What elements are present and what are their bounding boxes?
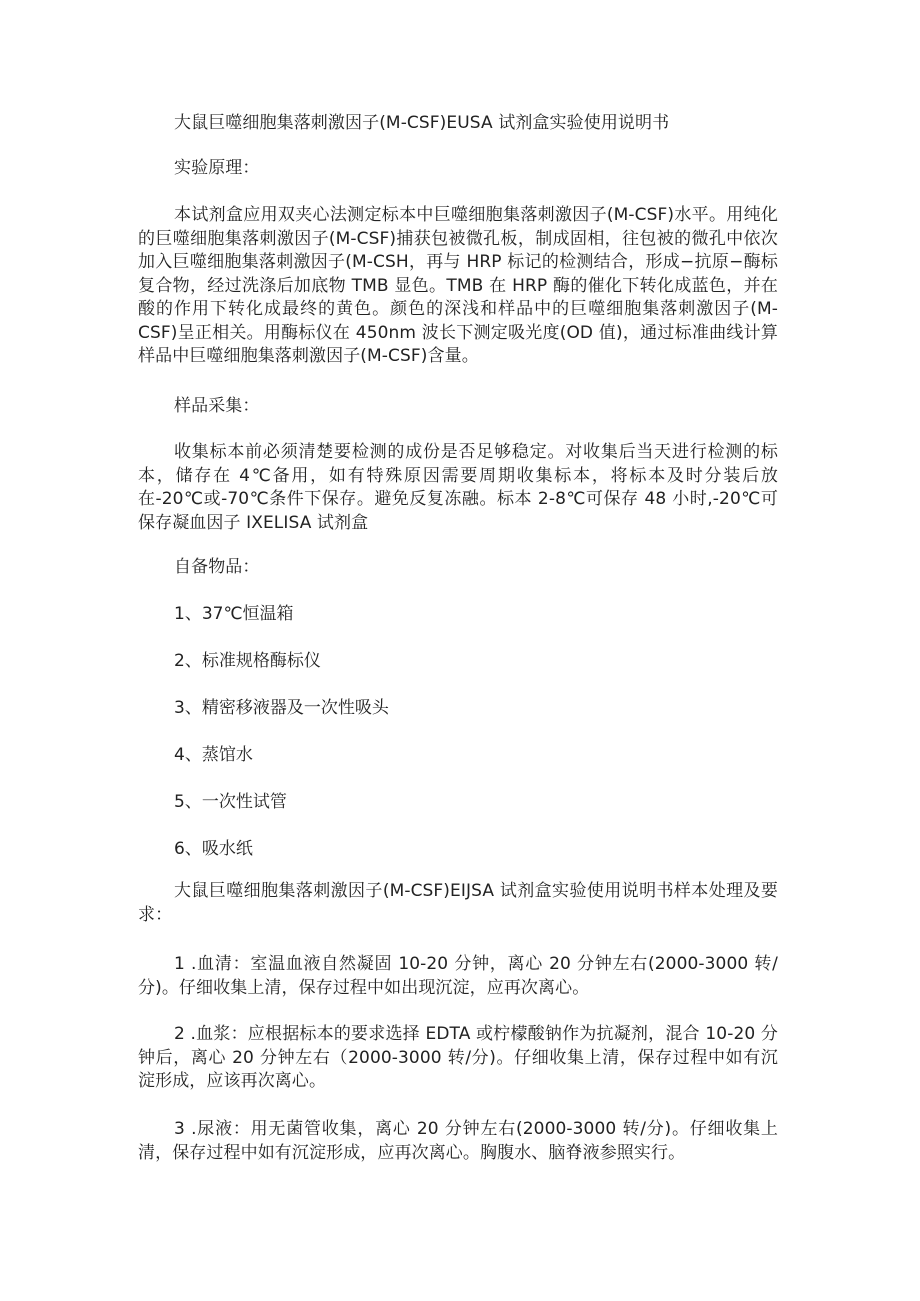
list-item: 1、37℃恒温箱 — [174, 604, 294, 624]
principle-paragraph: 本试剂盒应用双夹心法测定标本中巨噬细胞集落刺激因子(M-CSF)水平。用纯化的巨噬细胞集落刺激因子(M-CSF)捕获包被微孔板，制成固相，往包被的微孔中依次加入巨噬细胞集落刺激因子(M-CSH，再与 HRP 标记的检测结合，形成−抗原−酶标复合物，经过洗涤后加底物 TMB 显色。TMB 在 HRP 酶的催化下转化成蓝色，并在酸的作用下转化成最终的黄色。颜色的深浅和样品中的巨噬细胞集落刺激因子(M-CSF)呈正相关。用酶标仪在 450nm 波长下测定吸光度(OD 值)，通过标准曲线计算样品中巨噬细胞集落刺激因子(M-CSF)含量。 — [138, 205, 778, 366]
document-title: 大鼠巨噬细胞集落刺激因子(M-CSF)EUSA 试剂盒实验使用说明书 — [174, 113, 670, 133]
list-item: 3、精密移液器及一次性吸头 — [174, 698, 389, 718]
list-item: 5、一次性试管 — [174, 792, 287, 812]
sample-processing-heading: 大鼠巨噬细胞集落刺激因子(M-CSF)EIJSA 试剂盒实验使用说明书样本处理及要求： — [138, 881, 778, 925]
sample-collection-paragraph: 收集标本前必须清楚要检测的成份是否足够稳定。对收集后当天进行检测的标本，储存在 4℃备用，如有特殊原因需要周期收集标本，将标本及时分装后放在-20℃或-70℃条件下保存。避免反复冻融。标本 2-8℃可保存 48 小时,-20℃可保存凝血因子 IXELISA 试剂盒 — [138, 442, 778, 533]
principle-heading: 实验原理： — [174, 158, 260, 178]
list-item: 2、标准规格酶标仪 — [174, 651, 321, 671]
plasma-paragraph: 2 .血浆：应根据标本的要求选择 EDTA 或柠檬酸钠作为抗凝剂，混合 10-20 分钟后，离心 20 分钟左右（2000-3000 转/分)。仔细收集上清，保存过程中如有沉淀形成，应该再次离心。 — [138, 1024, 778, 1091]
materials-list — [138, 603, 778, 885]
materials-heading: 自备物品： — [174, 557, 260, 577]
serum-paragraph: 1 .血清：室温血液自然凝固 10-20 分钟，离心 20 分钟左右(2000-3000 转/分)。仔细收集上清，保存过程中如出现沉淀，应再次离心。 — [138, 954, 778, 998]
sample-collection-heading: 样品采集： — [174, 396, 260, 416]
list-item: 4、蒸馆水 — [174, 745, 253, 765]
urine-paragraph: 3 .尿液：用无菌管收集，离心 20 分钟左右(2000-3000 转/分)。仔细收集上清，保存过程中如有沉淀形成，应再次离心。胸腹水、脑脊液参照实行。 — [138, 1119, 778, 1163]
list-item: 6、吸水纸 — [174, 839, 253, 859]
